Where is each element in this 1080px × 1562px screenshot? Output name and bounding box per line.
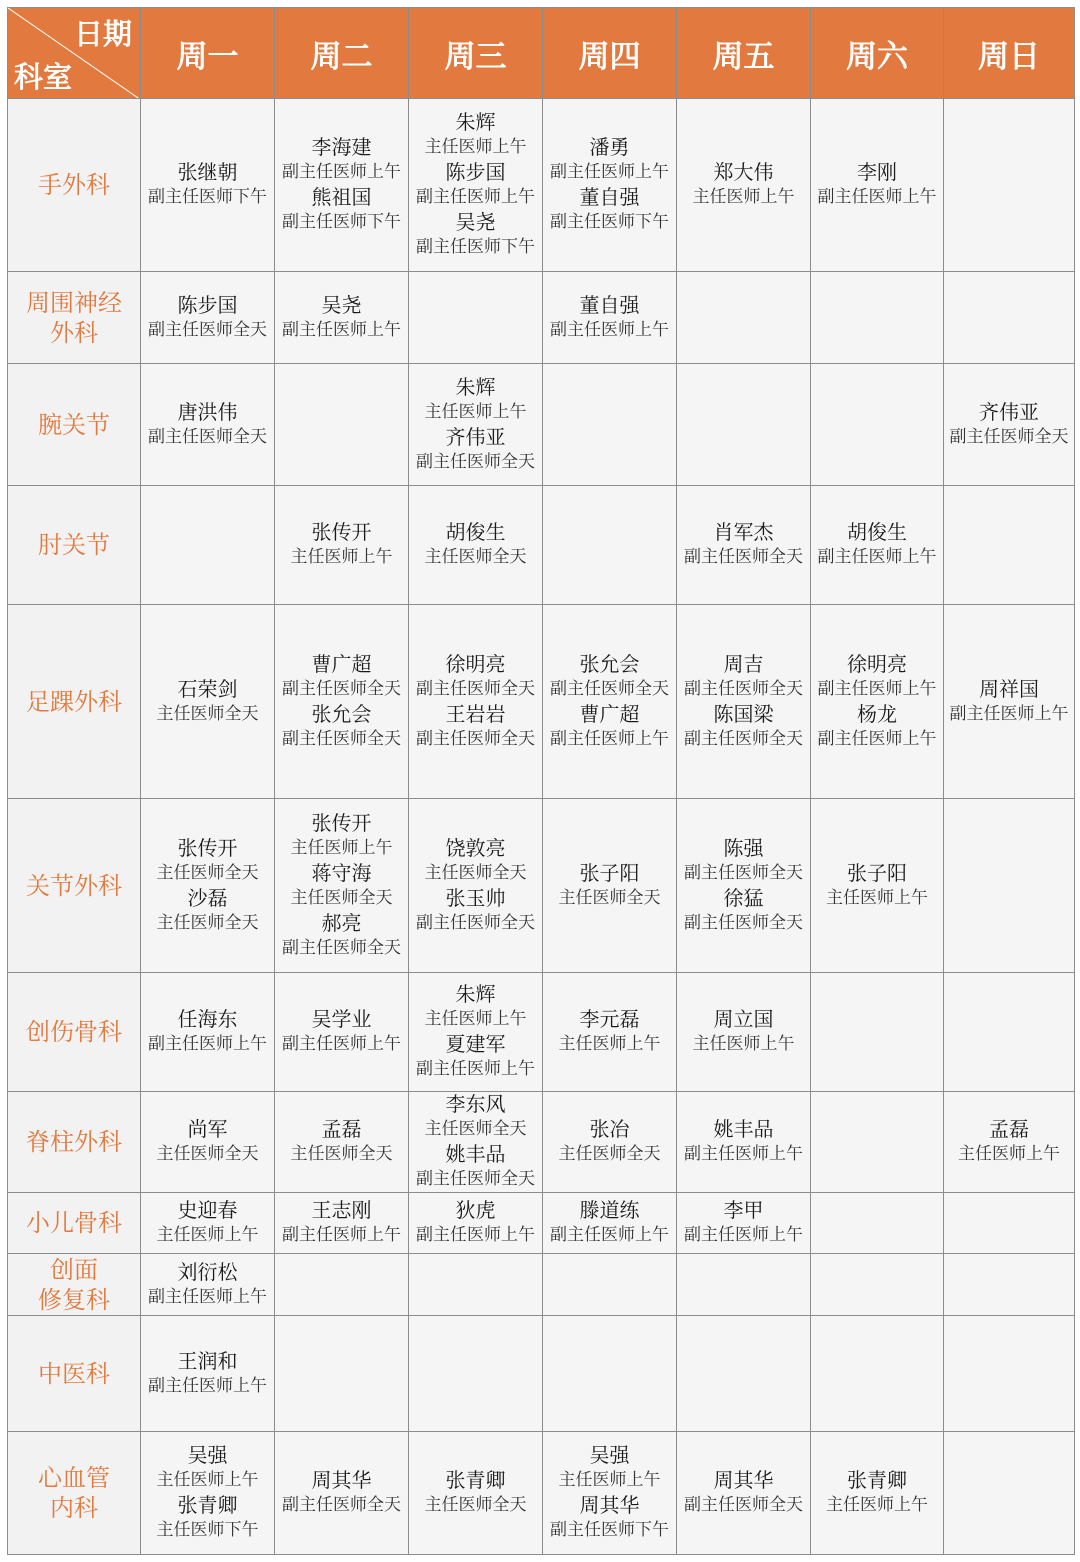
doctor-title-shift: 副主任医师下午 xyxy=(282,212,401,232)
schedule-cell xyxy=(409,272,543,364)
doctor-title-shift: 副主任医师全天 xyxy=(684,547,803,567)
schedule-cell xyxy=(409,1316,543,1432)
schedule-cell xyxy=(811,99,944,272)
department-name: 心血管 内科 xyxy=(8,1432,141,1555)
doctor-title-shift: 主任医师上午 xyxy=(424,401,527,422)
doctor-title-shift: 副主任医师上午 xyxy=(282,162,401,182)
schedule-row xyxy=(8,1316,1075,1432)
doctor-title-shift: 副主任医师上午 xyxy=(282,1034,401,1054)
doctor-name: 陈步国 xyxy=(445,160,506,184)
schedule-cell xyxy=(677,973,811,1092)
doctor-title-shift: 主任医师全天 xyxy=(558,887,661,908)
schedule-cell xyxy=(811,605,944,799)
schedule-cell xyxy=(944,1193,1075,1254)
doctor-name: 张传开 xyxy=(177,835,238,860)
doctor-name: 陈强 xyxy=(723,835,764,860)
department-name: 手外科 xyxy=(8,99,141,272)
schedule-cell xyxy=(677,1193,811,1254)
schedule-cell xyxy=(275,799,409,973)
schedule-cell xyxy=(944,1316,1075,1432)
doctor-name: 李甲 xyxy=(723,1198,764,1222)
doctor-name: 张允会 xyxy=(579,651,640,676)
schedule-row xyxy=(8,364,1075,486)
doctor-name: 史迎春 xyxy=(177,1198,238,1222)
schedule-row xyxy=(8,799,1075,973)
doctor-title-shift: 主任医师上午 xyxy=(558,1470,661,1490)
schedule-cell xyxy=(409,605,543,799)
schedule-cell xyxy=(811,1092,944,1193)
schedule-cell xyxy=(677,99,811,272)
schedule-cell xyxy=(543,1432,677,1555)
schedule-cell xyxy=(409,486,543,605)
doctor-name: 吴强 xyxy=(589,1443,630,1467)
doctor-name: 潘勇 xyxy=(589,135,630,159)
doctor-name: 周其华 xyxy=(713,1468,774,1492)
doctor-title-shift: 副主任医师全天 xyxy=(282,678,401,699)
schedule-table xyxy=(7,7,1075,1555)
doctor-name: 任海东 xyxy=(177,1007,238,1031)
department-name: 中医科 xyxy=(8,1316,141,1432)
schedule-cell xyxy=(275,973,409,1092)
doctor-name: 董自强 xyxy=(579,292,640,317)
doctor-name: 王岩岩 xyxy=(445,701,506,726)
doctor-name: 吴学业 xyxy=(311,1007,372,1031)
doctor-name: 肖军杰 xyxy=(713,520,774,544)
day-header-fri: 周五 xyxy=(677,8,811,99)
doctor-name: 张允会 xyxy=(311,701,372,726)
doctor-title-shift: 主任医师上午 xyxy=(156,1470,259,1490)
doctor-name: 唐洪伟 xyxy=(177,399,238,424)
doctor-title-shift: 副主任医师上午 xyxy=(550,1225,669,1245)
doctor-title-shift: 副主任医师上午 xyxy=(148,1286,267,1307)
doctor-title-shift: 主任医师上午 xyxy=(424,1009,527,1029)
schedule-cell xyxy=(811,364,944,486)
corner-date-label: 日期 xyxy=(73,17,132,51)
schedule-cell xyxy=(409,1193,543,1254)
doctor-name: 吴尧 xyxy=(321,292,362,317)
doctor-title-shift: 副主任医师上午 xyxy=(684,1225,803,1245)
doctor-name: 狄虎 xyxy=(455,1198,496,1222)
schedule-cell xyxy=(677,1092,811,1193)
doctor-title-shift: 主任医师全天 xyxy=(290,1144,393,1164)
schedule-cell xyxy=(944,486,1075,605)
department-name: 创面 修复科 xyxy=(8,1254,141,1316)
schedule-cell xyxy=(141,1316,275,1432)
department-name: 创伤骨科 xyxy=(8,973,141,1092)
doctor-title-shift: 副主任医师上午 xyxy=(550,162,669,182)
schedule-cell xyxy=(543,1254,677,1316)
doctor-name: 张子阳 xyxy=(579,860,640,885)
doctor-title-shift: 主任医师全天 xyxy=(424,862,527,883)
doctor-title-shift: 主任医师全天 xyxy=(290,887,393,908)
schedule-cell xyxy=(543,364,677,486)
doctor-name: 吴强 xyxy=(187,1443,228,1467)
schedule-cell xyxy=(811,486,944,605)
doctor-title-shift: 主任医师全天 xyxy=(156,862,259,883)
schedule-cell xyxy=(141,364,275,486)
doctor-title-shift: 副主任医师全天 xyxy=(684,678,803,699)
doctor-title-shift: 主任医师全天 xyxy=(424,547,527,567)
doctor-title-shift: 副主任医师上午 xyxy=(550,319,669,340)
schedule-cell xyxy=(944,364,1075,486)
schedule-cell xyxy=(677,272,811,364)
schedule-cell xyxy=(944,1432,1075,1555)
schedule-cell xyxy=(811,799,944,973)
doctor-name: 郑大伟 xyxy=(713,160,774,184)
doctor-title-shift: 副主任医师全天 xyxy=(416,451,535,472)
doctor-name: 朱辉 xyxy=(455,374,496,399)
doctor-title-shift: 副主任医师全天 xyxy=(416,728,535,749)
doctor-name: 胡俊生 xyxy=(847,520,907,544)
schedule-cell xyxy=(543,605,677,799)
schedule-cell xyxy=(543,1193,677,1254)
doctor-name: 董自强 xyxy=(579,185,640,209)
schedule-cell xyxy=(944,99,1075,272)
department-name: 周围神经 外科 xyxy=(8,272,141,364)
schedule-cell xyxy=(811,973,944,1092)
schedule-cell xyxy=(944,605,1075,799)
doctor-name: 齐伟亚 xyxy=(445,424,506,449)
doctor-name: 姚丰品 xyxy=(445,1142,506,1166)
doctor-title-shift: 副主任医师上午 xyxy=(148,1375,267,1396)
schedule-cell xyxy=(409,1092,543,1193)
doctor-title-shift: 副主任医师上午 xyxy=(817,678,937,699)
doctor-title-shift: 主任医师全天 xyxy=(156,1144,259,1164)
doctor-name: 张继朝 xyxy=(177,160,238,184)
schedule-cell xyxy=(543,99,677,272)
doctor-name: 张冶 xyxy=(589,1117,630,1141)
doctor-title-shift: 副主任医师下午 xyxy=(416,237,535,257)
doctor-name: 张传开 xyxy=(311,520,372,544)
doctor-title-shift: 副主任医师上午 xyxy=(817,728,937,749)
schedule-cell xyxy=(811,272,944,364)
schedule-cell xyxy=(944,799,1075,973)
schedule-row xyxy=(8,1432,1075,1555)
doctor-name: 徐明亮 xyxy=(847,651,907,676)
schedule-row xyxy=(8,1092,1075,1193)
doctor-name: 王润和 xyxy=(177,1348,238,1373)
doctor-name: 张传开 xyxy=(311,810,372,835)
doctor-name: 尚军 xyxy=(187,1117,228,1141)
day-header-wed: 周三 xyxy=(409,8,543,99)
schedule-cell xyxy=(275,605,409,799)
doctor-title-shift: 主任医师上午 xyxy=(692,1034,795,1054)
schedule-cell xyxy=(543,1316,677,1432)
doctor-title-shift: 副主任医师上午 xyxy=(817,187,937,207)
schedule-cell xyxy=(141,486,275,605)
header-row xyxy=(8,8,1075,99)
doctor-title-shift: 主任医师全天 xyxy=(156,703,259,724)
doctor-name: 王志刚 xyxy=(311,1198,372,1222)
doctor-name: 胡俊生 xyxy=(445,520,506,544)
doctor-title-shift: 主任医师上午 xyxy=(558,1034,661,1054)
schedule-cell xyxy=(944,1092,1075,1193)
day-header-sat: 周六 xyxy=(811,8,944,99)
schedule-cell xyxy=(543,272,677,364)
schedule-cell xyxy=(677,364,811,486)
schedule-cell xyxy=(677,1254,811,1316)
doctor-title-shift: 副主任医师全天 xyxy=(550,678,669,699)
doctor-title-shift: 副主任医师上午 xyxy=(684,1144,803,1164)
schedule-row xyxy=(8,973,1075,1092)
doctor-title-shift: 副主任医师上午 xyxy=(416,187,535,207)
schedule-cell xyxy=(543,486,677,605)
doctor-title-shift: 副主任医师全天 xyxy=(416,1169,535,1189)
schedule-cell xyxy=(141,973,275,1092)
doctor-title-shift: 主任医师上午 xyxy=(156,1225,259,1245)
doctor-title-shift: 副主任医师上午 xyxy=(817,547,937,567)
doctor-name: 周立国 xyxy=(713,1007,774,1031)
doctor-title-shift: 副主任医师上午 xyxy=(416,1059,535,1079)
doctor-title-shift: 副主任医师上午 xyxy=(282,1225,401,1245)
doctor-name: 曹广超 xyxy=(311,651,372,676)
schedule-cell xyxy=(141,1254,275,1316)
schedule-row xyxy=(8,1193,1075,1254)
schedule-cell xyxy=(677,486,811,605)
doctor-title-shift: 副主任医师上午 xyxy=(416,1225,535,1245)
schedule-cell xyxy=(944,272,1075,364)
doctor-title-shift: 主任医师上午 xyxy=(826,887,928,908)
doctor-title-shift: 副主任医师全天 xyxy=(684,728,803,749)
doctor-title-shift: 主任医师全天 xyxy=(424,1495,527,1515)
schedule-cell xyxy=(275,1316,409,1432)
doctor-name: 徐明亮 xyxy=(445,651,506,676)
doctor-name: 齐伟亚 xyxy=(979,399,1039,424)
doctor-name: 熊祖国 xyxy=(311,185,372,209)
doctor-name: 李元磊 xyxy=(579,1007,640,1031)
doctor-name: 杨龙 xyxy=(857,701,897,726)
doctor-name: 张子阳 xyxy=(847,860,907,885)
schedule-cell xyxy=(409,1254,543,1316)
doctor-name: 蒋守海 xyxy=(311,860,372,885)
doctor-name: 陈步国 xyxy=(177,292,238,317)
department-name: 小儿骨科 xyxy=(8,1193,141,1254)
doctor-title-shift: 副主任医师上午 xyxy=(148,1034,267,1054)
doctor-title-shift: 副主任医师全天 xyxy=(416,912,535,933)
schedule-cell xyxy=(409,799,543,973)
doctor-name: 周其华 xyxy=(579,1493,640,1517)
doctor-title-shift: 副主任医师全天 xyxy=(282,937,401,958)
doctor-name: 周吉 xyxy=(723,651,764,676)
schedule-cell xyxy=(409,973,543,1092)
schedule-cell xyxy=(141,1193,275,1254)
doctor-title-shift: 副主任医师全天 xyxy=(684,912,803,933)
doctor-name: 张青卿 xyxy=(847,1468,907,1492)
doctor-title-shift: 主任医师上午 xyxy=(692,187,795,207)
doctor-name: 李刚 xyxy=(857,160,897,184)
department-name: 腕关节 xyxy=(8,364,141,486)
doctor-title-shift: 主任医师上午 xyxy=(826,1495,928,1515)
doctor-name: 饶敦亮 xyxy=(445,835,506,860)
department-name: 肘关节 xyxy=(8,486,141,605)
schedule-cell xyxy=(811,1316,944,1432)
schedule-cell xyxy=(409,364,543,486)
doctor-title-shift: 副主任医师全天 xyxy=(416,678,535,699)
doctor-name: 曹广超 xyxy=(579,701,640,726)
doctor-title-shift: 副主任医师下午 xyxy=(550,212,669,232)
day-header-mon: 周一 xyxy=(141,8,275,99)
schedule-cell xyxy=(677,1316,811,1432)
doctor-name: 陈国梁 xyxy=(713,701,774,726)
doctor-name: 朱辉 xyxy=(455,982,496,1006)
schedule-cell xyxy=(409,1432,543,1555)
schedule-cell xyxy=(275,1432,409,1555)
schedule-cell xyxy=(409,99,543,272)
schedule-cell xyxy=(141,799,275,973)
doctor-title-shift: 副主任医师上午 xyxy=(550,728,669,749)
schedule-row xyxy=(8,99,1075,272)
doctor-title-shift: 副主任医师全天 xyxy=(282,1495,401,1515)
doctor-title-shift: 主任医师上午 xyxy=(290,837,393,858)
doctor-name: 石荣剑 xyxy=(177,676,238,701)
corner-dept-label: 科室 xyxy=(14,60,73,94)
schedule-cell xyxy=(275,1254,409,1316)
schedule-cell xyxy=(275,486,409,605)
doctor-name: 孟磊 xyxy=(989,1117,1029,1141)
department-name: 关节外科 xyxy=(8,799,141,973)
corner-header xyxy=(8,8,141,99)
schedule-cell xyxy=(944,1254,1075,1316)
day-header-thu: 周四 xyxy=(543,8,677,99)
day-header-tue: 周二 xyxy=(275,8,409,99)
schedule-cell xyxy=(811,1254,944,1316)
doctor-name: 周其华 xyxy=(311,1468,372,1492)
doctor-title-shift: 副主任医师下午 xyxy=(550,1520,669,1540)
schedule-cell xyxy=(275,99,409,272)
schedule-cell xyxy=(275,1193,409,1254)
doctor-title-shift: 副主任医师上午 xyxy=(949,703,1069,724)
doctor-title-shift: 副主任医师全天 xyxy=(949,426,1069,447)
department-name: 脊柱外科 xyxy=(8,1092,141,1193)
day-header-sun: 周日 xyxy=(944,8,1075,99)
doctor-name: 李海建 xyxy=(311,135,372,159)
schedule-cell xyxy=(141,1432,275,1555)
department-name: 足踝外科 xyxy=(8,605,141,799)
schedule-cell xyxy=(275,1092,409,1193)
doctor-name: 张青卿 xyxy=(177,1493,238,1517)
doctor-title-shift: 主任医师全天 xyxy=(424,1119,527,1139)
schedule-cell xyxy=(141,1092,275,1193)
schedule-cell xyxy=(141,272,275,364)
doctor-name: 张青卿 xyxy=(445,1468,506,1492)
doctor-name: 吴尧 xyxy=(455,210,496,234)
doctor-title-shift: 副主任医师全天 xyxy=(684,862,803,883)
doctor-title-shift: 副主任医师全天 xyxy=(148,426,267,447)
schedule-cell xyxy=(543,1092,677,1193)
doctor-title-shift: 主任医师全天 xyxy=(156,912,259,933)
schedule-cell xyxy=(141,605,275,799)
doctor-name: 郝亮 xyxy=(321,910,362,935)
schedule-cell xyxy=(944,973,1075,1092)
doctor-title-shift: 主任医师上午 xyxy=(424,137,527,157)
schedule-cell xyxy=(543,973,677,1092)
doctor-name: 周祥国 xyxy=(979,676,1039,701)
doctor-title-shift: 主任医师上午 xyxy=(290,547,393,567)
schedule-row xyxy=(8,1254,1075,1316)
doctor-name: 滕道练 xyxy=(579,1198,640,1222)
schedule-body xyxy=(8,99,1075,1555)
doctor-title-shift: 主任医师下午 xyxy=(156,1520,259,1540)
doctor-title-shift: 副主任医师全天 xyxy=(282,728,401,749)
schedule-cell xyxy=(677,605,811,799)
doctor-name: 姚丰品 xyxy=(713,1117,774,1141)
schedule-cell xyxy=(677,799,811,973)
doctor-name: 夏建军 xyxy=(445,1032,506,1056)
schedule-cell xyxy=(543,799,677,973)
schedule-row xyxy=(8,605,1075,799)
schedule-cell xyxy=(811,1432,944,1555)
schedule-cell xyxy=(275,272,409,364)
doctor-title-shift: 主任医师全天 xyxy=(558,1144,661,1164)
doctor-name: 朱辉 xyxy=(455,110,496,134)
doctor-name: 刘衍松 xyxy=(177,1259,238,1284)
doctor-name: 张玉帅 xyxy=(445,885,506,910)
schedule-row xyxy=(8,272,1075,364)
doctor-name: 李东风 xyxy=(445,1092,506,1116)
doctor-name: 孟磊 xyxy=(321,1117,362,1141)
schedule-cell xyxy=(275,364,409,486)
schedule-cell xyxy=(141,99,275,272)
doctor-title-shift: 副主任医师下午 xyxy=(148,187,267,207)
doctor-name: 沙磊 xyxy=(187,885,228,910)
doctor-title-shift: 副主任医师全天 xyxy=(148,319,267,340)
doctor-title-shift: 副主任医师上午 xyxy=(282,319,401,340)
schedule-cell xyxy=(811,1193,944,1254)
schedule-cell xyxy=(677,1432,811,1555)
schedule-row xyxy=(8,486,1075,605)
doctor-title-shift: 主任医师上午 xyxy=(958,1144,1060,1164)
doctor-name: 徐猛 xyxy=(723,885,764,910)
doctor-title-shift: 副主任医师全天 xyxy=(684,1495,803,1515)
